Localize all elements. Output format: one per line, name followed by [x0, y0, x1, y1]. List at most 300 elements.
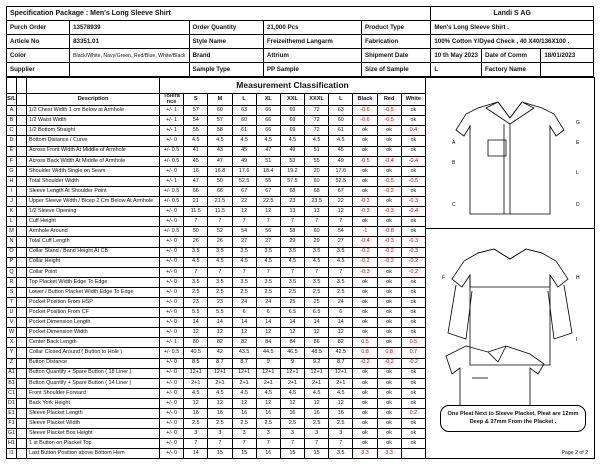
- val-l2: 67: [329, 186, 353, 196]
- header-row-color: [7, 49, 594, 63]
- val-white: 0.4: [401, 126, 425, 136]
- val-xxl: 57.5: [280, 176, 304, 186]
- row-sl: I1: [7, 449, 17, 459]
- val-white: -0.5: [401, 176, 425, 186]
- row-tolerance: +/- 0: [160, 287, 184, 297]
- row-letter: [17, 378, 27, 388]
- val-white: -0.3: [401, 197, 425, 207]
- row-sl: T: [7, 297, 17, 307]
- row-letter: [17, 388, 27, 398]
- val-xxl: 2.5: [280, 419, 304, 429]
- row-description: Shoulder Width Single on Seam: [27, 166, 160, 176]
- val-s: 16: [184, 166, 208, 176]
- val-m: 14: [208, 318, 232, 328]
- order-quantity-label: Order Quantity: [189, 21, 263, 35]
- article-no-value: 83351.01: [70, 35, 189, 49]
- measurement-rows: [7, 106, 426, 459]
- row-letter: [17, 449, 27, 459]
- val-xxxl: 48.5: [305, 348, 329, 358]
- val-s: 3: [184, 429, 208, 439]
- row-description: Upper Sleeve Width / Bicep 2 Cm Below At Armhole: [27, 197, 160, 207]
- val-red: ok: [377, 166, 401, 176]
- row-letter: [17, 136, 27, 146]
- row-letter: [17, 267, 27, 277]
- row-letter: [17, 217, 27, 227]
- val-l2: 7: [329, 439, 353, 449]
- val-l2: 7: [329, 267, 353, 277]
- row-description: Collar Closed Around ( Button to Hole ): [27, 348, 160, 358]
- val-xxl: 12: [280, 328, 304, 338]
- row-sl: B1: [7, 378, 17, 388]
- val-xl: 4.5: [256, 136, 280, 146]
- val-xxxl: 55: [305, 156, 329, 166]
- row-description: Back York Height: [27, 398, 160, 408]
- val-m: 23: [208, 297, 232, 307]
- val-l: 82: [232, 338, 256, 348]
- row-letter: [17, 287, 27, 297]
- row-sl: D1: [7, 398, 17, 408]
- row-description: Sleeve Placket Box Height: [27, 429, 160, 439]
- shirt-front-illustration: [426, 78, 594, 228]
- val-s: 2.5: [184, 419, 208, 429]
- val-black: 0.8: [353, 348, 377, 358]
- row-sl: G1: [7, 429, 17, 439]
- svg-text:F: F: [442, 275, 446, 281]
- val-m: 52: [208, 227, 232, 237]
- val-black: 0.5: [353, 338, 377, 348]
- val-xl: 6: [256, 308, 280, 318]
- row-tolerance: +/- 0: [160, 388, 184, 398]
- val-xxl: 3.5: [280, 277, 304, 287]
- val-l2: 3.5: [329, 247, 353, 257]
- val-s: 16: [184, 409, 208, 419]
- val-xl: 3.5: [256, 247, 280, 257]
- val-xl: 12: [256, 328, 280, 338]
- val-xxl: 7: [280, 439, 304, 449]
- val-black: ok: [353, 297, 377, 307]
- row-sl: F1: [7, 419, 17, 429]
- size-of-sample-label: Size of Sample: [361, 63, 430, 77]
- val-black: 3.3: [353, 449, 377, 459]
- table-row: [7, 116, 426, 126]
- row-letter: [17, 409, 27, 419]
- val-xxl: 19.2: [280, 166, 304, 176]
- row-tolerance: +/- 1: [160, 116, 184, 126]
- brand-label: Brand: [189, 49, 263, 63]
- row-description: Button Quantify + Spare Button ( 18 Liner ): [27, 368, 160, 378]
- val-s: 12+1: [184, 368, 208, 378]
- svg-text:E: E: [576, 140, 580, 146]
- date-of-comm-label: Date of Comm: [482, 49, 541, 63]
- col-blank: [17, 94, 27, 106]
- val-m: 47: [208, 156, 232, 166]
- val-xl: 4.5: [256, 388, 280, 398]
- val-s: 12: [184, 398, 208, 408]
- svg-text:H: H: [576, 275, 580, 281]
- val-red: ok: [377, 287, 401, 297]
- val-l2: 3.5: [329, 449, 353, 459]
- size-of-sample-value: L: [431, 63, 482, 77]
- val-xxl: 15: [280, 449, 304, 459]
- row-tolerance: +/- 0: [160, 207, 184, 217]
- val-white: -0.4: [401, 156, 425, 166]
- fabrication-label: Fabrication: [361, 35, 430, 49]
- purch-order-label: Purch Order: [7, 21, 70, 35]
- val-l: 3.5: [232, 247, 256, 257]
- col-l2: L: [329, 94, 353, 106]
- val-s: 2+1: [184, 378, 208, 388]
- val-s: 23: [184, 297, 208, 307]
- style-name-label: Style Name: [189, 35, 263, 49]
- val-l2: 2+1: [329, 378, 353, 388]
- val-s: 47: [184, 176, 208, 186]
- val-xxxl: 68: [305, 186, 329, 196]
- row-sl: H: [7, 176, 17, 186]
- val-xxxl: 12: [305, 328, 329, 338]
- col-xl: XL: [256, 94, 280, 106]
- val-xl: 84: [256, 338, 280, 348]
- val-black: ok: [353, 176, 377, 186]
- val-m: 58: [208, 126, 232, 136]
- val-l2: 60: [329, 116, 353, 126]
- table-row: [7, 227, 426, 237]
- row-sl: Z: [7, 358, 17, 368]
- val-red: 0.8: [377, 348, 401, 358]
- val-white: -0.2: [401, 267, 425, 277]
- val-l2: 3.5: [329, 277, 353, 287]
- row-description: Armhole Around: [27, 227, 160, 237]
- row-description: Lower / Button Placket Width Edge To Edge: [27, 287, 160, 297]
- val-l2: 12+1: [329, 368, 353, 378]
- val-black: ok: [353, 409, 377, 419]
- row-sl: P: [7, 257, 17, 267]
- val-red: ok: [377, 126, 401, 136]
- row-description: 1 st Button on Placket Top: [27, 439, 160, 449]
- val-red: ok: [377, 277, 401, 287]
- val-s: 45: [184, 156, 208, 166]
- val-xxl: 46.5: [280, 348, 304, 358]
- val-xxl: 2.5: [280, 287, 304, 297]
- val-white: ok: [401, 217, 425, 227]
- row-tolerance: +/- 0: [160, 398, 184, 408]
- val-white: ok: [401, 116, 425, 126]
- val-xxxl: 2.5: [305, 287, 329, 297]
- val-l: 3: [232, 429, 256, 439]
- val-xxl: 16: [280, 409, 304, 419]
- val-xxxl: 12+1: [305, 368, 329, 378]
- val-xxxl: 7: [305, 217, 329, 227]
- row-letter: [17, 106, 27, 116]
- table-row: [7, 247, 426, 257]
- val-white: ok: [401, 388, 425, 398]
- table-row: [7, 136, 426, 146]
- val-black: -0.5: [353, 156, 377, 166]
- val-l2: 12: [329, 328, 353, 338]
- val-xxl: 69: [280, 106, 304, 116]
- val-red: -0.2: [377, 257, 401, 267]
- page-number: Page 2 of 2: [561, 450, 588, 457]
- val-s: 7: [184, 217, 208, 227]
- val-xxxl: 72: [305, 106, 329, 116]
- table-row: [7, 257, 426, 267]
- svg-text:D: D: [576, 202, 580, 208]
- row-tolerance: +/- 0: [160, 277, 184, 287]
- val-s: 4.5: [184, 388, 208, 398]
- row-sl: H1: [7, 439, 17, 449]
- svg-text:B: B: [452, 160, 456, 166]
- val-l: 6: [232, 308, 256, 318]
- body-wrapper: [6, 77, 594, 459]
- val-l: 2.5: [232, 419, 256, 429]
- val-l: 4.5: [232, 136, 256, 146]
- val-l: 12: [232, 398, 256, 408]
- row-sl: Y: [7, 348, 17, 358]
- val-s: 4.5: [184, 257, 208, 267]
- table-row: [7, 186, 426, 196]
- val-xxl: 12+1: [280, 368, 304, 378]
- row-sl: N: [7, 237, 17, 247]
- row-sl: J: [7, 197, 17, 207]
- row-letter: [17, 237, 27, 247]
- supplier-label: Supplier: [7, 63, 70, 77]
- fabrication-value: 100% Cotton Y/Dyed Check , 40 X40/136X100 .: [431, 35, 594, 49]
- val-white: ok: [401, 287, 425, 297]
- val-white: 0.7: [401, 348, 425, 358]
- row-tolerance: +/- 0: [160, 358, 184, 368]
- val-black: ok: [353, 217, 377, 227]
- val-xxl: 12: [280, 398, 304, 408]
- val-xxxl: 86: [305, 338, 329, 348]
- val-white: ok: [401, 439, 425, 449]
- brand-value: Attrium: [263, 49, 361, 63]
- table-row: [7, 429, 426, 439]
- table-row: [7, 368, 426, 378]
- val-s: 7: [184, 267, 208, 277]
- supplier-value: [70, 63, 189, 77]
- val-s: 21: [184, 197, 208, 207]
- table-row: [7, 358, 426, 368]
- val-m: 21.5: [208, 197, 232, 207]
- row-letter: [17, 146, 27, 156]
- row-letter: [17, 207, 27, 217]
- val-white: [401, 449, 425, 459]
- row-tolerance: +/- 0: [160, 257, 184, 267]
- val-white: ok: [401, 166, 425, 176]
- val-white: -0.2: [401, 257, 425, 267]
- article-no-label: Article No: [7, 35, 70, 49]
- val-xl: 67: [256, 186, 280, 196]
- val-s: 3.5: [184, 277, 208, 287]
- val-xl: 2+1: [256, 378, 280, 388]
- val-xxl: 4.5: [280, 257, 304, 267]
- val-red: -0.5: [377, 176, 401, 186]
- val-red: -0.2: [377, 247, 401, 257]
- val-m: 2+1: [208, 378, 232, 388]
- val-s: 14: [184, 318, 208, 328]
- table-row: [7, 166, 426, 176]
- val-xxxl: 12: [305, 398, 329, 408]
- row-description: Collar Point: [27, 267, 160, 277]
- val-l: 63: [232, 106, 256, 116]
- col-xxl: XXL: [280, 94, 304, 106]
- val-white: 0.5: [401, 338, 425, 348]
- val-xxxl: 3.5: [305, 247, 329, 257]
- val-xxl: 23: [280, 197, 304, 207]
- val-white: ok: [401, 429, 425, 439]
- val-l: 3.5: [232, 277, 256, 287]
- val-red: ok: [377, 267, 401, 277]
- spec-package-row: [7, 7, 594, 21]
- col-white: White: [401, 94, 425, 106]
- val-l: 61: [232, 126, 256, 136]
- row-letter: [17, 297, 27, 307]
- val-m: 57: [208, 116, 232, 126]
- val-xxxl: 51: [305, 146, 329, 156]
- date-of-comm-value: 18/01/2023: [541, 49, 594, 63]
- row-tolerance: +/- 0: [160, 237, 184, 247]
- row-tolerance: +/- 0: [160, 378, 184, 388]
- val-xxl: 4.5: [280, 388, 304, 398]
- val-red: ok: [377, 146, 401, 156]
- val-l2: 42.5: [329, 348, 353, 358]
- table-row: [7, 126, 426, 136]
- val-l2: 4.5: [329, 136, 353, 146]
- row-tolerance: +/- 0: [160, 247, 184, 257]
- val-l2: 63: [329, 106, 353, 116]
- val-white: ok: [401, 328, 425, 338]
- row-sl: E: [7, 146, 17, 156]
- row-description: Sleeve Length At Shoulder Point: [27, 186, 160, 196]
- row-letter: [17, 277, 27, 287]
- row-sl: L: [7, 217, 17, 227]
- val-white: ok: [401, 297, 425, 307]
- row-description: 1/2 Bottom Straight: [27, 126, 160, 136]
- col-s: S: [184, 94, 208, 106]
- val-m: 3: [208, 429, 232, 439]
- val-white: ok: [401, 186, 425, 196]
- val-xxl: 68: [280, 186, 304, 196]
- val-xxxl: 7: [305, 439, 329, 449]
- row-letter: [17, 318, 27, 328]
- val-black: ok: [353, 308, 377, 318]
- ltr-corner: [17, 78, 27, 94]
- row-description: Pocket Position From HSP: [27, 297, 160, 307]
- val-xxxl: 6.5: [305, 308, 329, 318]
- val-black: ok: [353, 328, 377, 338]
- val-xxxl: 2.5: [305, 419, 329, 429]
- val-xl: 3.5: [256, 277, 280, 287]
- val-l2: 6: [329, 308, 353, 318]
- val-red: ok: [377, 409, 401, 419]
- col-black: Black: [353, 94, 377, 106]
- sample-type-label: Sample Type: [189, 63, 263, 77]
- row-description: Pocket Dimension Width: [27, 328, 160, 338]
- val-l2: 54: [329, 227, 353, 237]
- col-description: Description: [27, 94, 160, 106]
- val-black: -0.4: [353, 237, 377, 247]
- val-l: 12: [232, 328, 256, 338]
- row-tolerance: +/- 1: [160, 338, 184, 348]
- val-xxxl: 20: [305, 166, 329, 176]
- val-s: 41: [184, 146, 208, 156]
- val-xl: 16: [256, 409, 280, 419]
- val-black: -0.2: [353, 247, 377, 257]
- val-m: 7: [208, 267, 232, 277]
- row-letter: [17, 368, 27, 378]
- val-xxl: 25: [280, 297, 304, 307]
- val-l: 43.5: [232, 348, 256, 358]
- factory-name-value: [541, 63, 594, 77]
- val-l2: 2.5: [329, 287, 353, 297]
- val-m: 2.5: [208, 419, 232, 429]
- svg-text:I: I: [576, 337, 578, 343]
- val-l2: 16: [329, 409, 353, 419]
- row-description: Total Shoulder Width: [27, 176, 160, 186]
- val-red: ok: [377, 368, 401, 378]
- val-l2: 82: [329, 338, 353, 348]
- row-description: 1/2 Chest Width 1 cm Below at Armhole: [27, 106, 160, 116]
- val-xl: 9: [256, 358, 280, 368]
- val-xl: 22.5: [256, 197, 280, 207]
- val-black: ok: [353, 318, 377, 328]
- val-l: 16: [232, 409, 256, 419]
- val-l: 4.5: [232, 388, 256, 398]
- style-name-value: Freizeithemd Langarm: [263, 35, 361, 49]
- val-white: ok: [401, 277, 425, 287]
- header-row-purch-order: [7, 21, 594, 35]
- table-row: [7, 328, 426, 338]
- table-row: [7, 398, 426, 408]
- row-sl: M: [7, 227, 17, 237]
- val-l2: 4.5: [329, 388, 353, 398]
- val-xxxl: 7: [305, 267, 329, 277]
- val-l: 22: [232, 197, 256, 207]
- spec-package-label: Specification Package :: [10, 10, 89, 17]
- val-white: 0.2: [401, 409, 425, 419]
- row-letter: [17, 338, 27, 348]
- table-row: [7, 267, 426, 277]
- val-xl: 7: [256, 267, 280, 277]
- val-l: 24: [232, 297, 256, 307]
- val-xxl: 7: [280, 217, 304, 227]
- row-letter: [17, 116, 27, 126]
- val-black: ok: [353, 429, 377, 439]
- val-red: ok: [377, 308, 401, 318]
- table-row: [7, 409, 426, 419]
- measurement-title: Measurement Classification: [160, 78, 426, 94]
- val-m: 43: [208, 146, 232, 156]
- val-xxxl: 72: [305, 126, 329, 136]
- val-xxl: 9: [280, 358, 304, 368]
- row-letter: [17, 166, 27, 176]
- val-black: -0.6: [353, 106, 377, 116]
- row-tolerance: +/- 0.5: [160, 156, 184, 166]
- val-xxl: 6.5: [280, 308, 304, 318]
- val-xl: 12: [256, 398, 280, 408]
- row-sl: V: [7, 318, 17, 328]
- val-white: ok: [401, 419, 425, 429]
- val-xxl: 58: [280, 227, 304, 237]
- val-l2: 52.5: [329, 176, 353, 186]
- val-l2: 4.5: [329, 257, 353, 267]
- table-row: [7, 318, 426, 328]
- val-xl: 4.5: [256, 257, 280, 267]
- row-description: Collar Stand / Band Height At CB: [27, 247, 160, 257]
- row-letter: [17, 419, 27, 429]
- val-xxl: 2+1: [280, 378, 304, 388]
- val-s: 57: [184, 106, 208, 116]
- row-tolerance: +/- 0: [160, 429, 184, 439]
